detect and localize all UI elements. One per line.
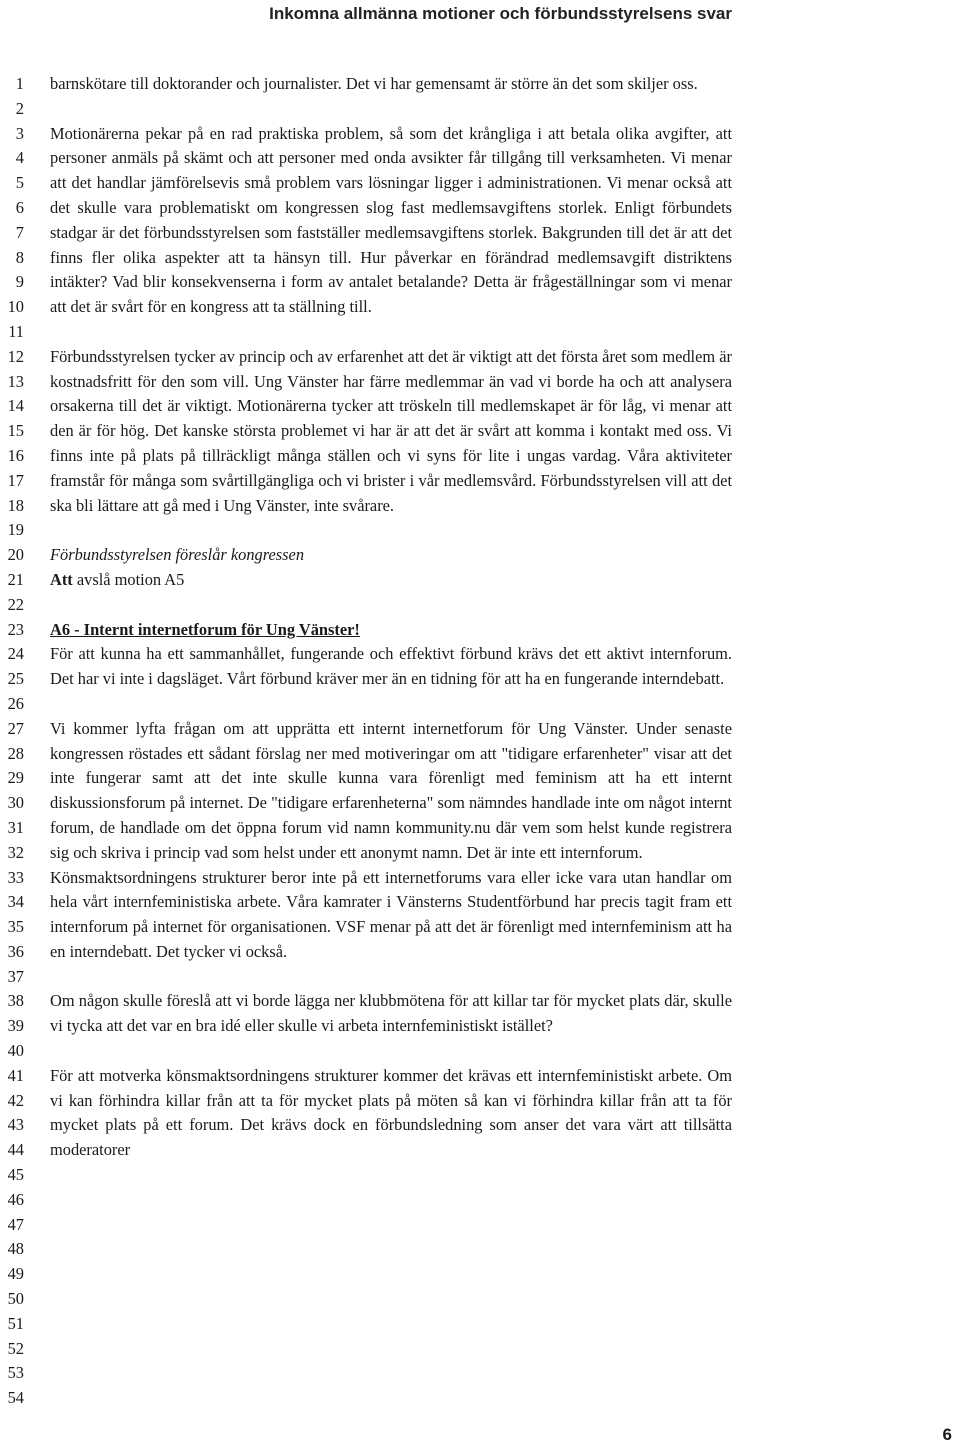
line-number-gutter — [0, 72, 24, 1411]
line-number: 39 — [7, 1016, 24, 1036]
line-number: 22 — [7, 594, 24, 614]
line-number: 36 — [7, 941, 24, 961]
line-number: 17 — [7, 470, 24, 490]
proposal-line — [50, 568, 732, 593]
line-number: 37 — [7, 966, 24, 986]
line-number: 16 — [7, 445, 24, 465]
line-number: 26 — [7, 693, 24, 713]
paragraph: Förbundsstyrelsen tycker av princip och av erfarenhet att det är viktigt att det första året som medlem är kostnadsfritt för den som vill. Ung Vänster har färre medlemmar än vad vi borde ha och att analysera orsakerna till det är viktigt. Motionärerna tycker att tröskeln till medlemskapet är för låg, vi menar att den är för hög. Det kanske största problemet vi har är att det är svårt att komma i kontakt med oss. Vi finns inte på plats på tillräckligt många ställen och vi syns för lite i ungas vardag. Våra aktiviteter framstår för många som svårtillgängliga och vi brister i vår medlemsvård. Förbundsstyrelsen vill att det ska bli lättare att gå med i Ung Vänster, inte svårare. — [50, 346, 732, 515]
line-number: 28 — [7, 743, 24, 763]
line-number: 13 — [7, 371, 24, 391]
paragraph: Motionärerna pekar på en rad praktiska problem, så som det krångliga i att betala olika avgifter, att personer anmäls på skämt och att personer med onda avsikter får tillgång till verksamheten. Vi menar att det handlar jämförelsevis små problem vars lösningar ligger i administrationen. Vi menar också att det skulle vara problematiskt om kongressen slog fast medlemsavgiftens storlek. Enligt förbundets stadgar är det förbundsstyrelsen som fastställer medlemsavgiftens storlek. Bakgrunden till det är att det finns fler olika aspekter att ta hänsyn till. Hur påverkar en förändrad medlemsavgift distriktens intäkter? Vad blir konsekvenserna i form av antalet betalande? Detta är frågeställningar som vi menar att det är svårt för en kongress att ta ställning till. — [50, 123, 732, 317]
spacer — [50, 1039, 732, 1064]
line-number: 27 — [7, 718, 24, 738]
line-number: 54 — [7, 1388, 24, 1408]
line-number: 34 — [7, 892, 24, 912]
line-number: 11 — [8, 321, 24, 341]
line-number: 9 — [15, 272, 24, 292]
line-number: 18 — [7, 495, 24, 515]
paragraph: För att motverka könsmaktsordningens strukturer kommer det krävas ett internfeministiskt arbete. Om vi kan förhindra killar från att ta för mycket plats på möten så kan vi förhindra killar från att ta för mycket plats på ett forum. Det krävs dock en förbundsledning som anser det vara värt att tillsätta moderatorer — [50, 1065, 732, 1160]
paragraph: Vi kommer lyfta frågan om att upprätta ett internt internetforum för Ung Vänster. Under senaste kongressen röstades ett sådant förslag ner med motiveringar om att "tidigare erfarenheter" visar att det inte fungerar samt att det inte skulle kunna vara förenligt med feminism att ha ett internt diskussionsforum på internet. De "tidigare erfarenheterna" som nämndes handlade inte om något internt forum, de handlade om det öppna forum vid namn kommunity.nu där vem som helst kunde registrera sig och skriva i princip vad som helst under ett anonymt namn. Det är inte ett internforum. — [50, 718, 732, 862]
line-number: 2 — [15, 98, 24, 118]
line-number: 50 — [7, 1289, 24, 1309]
spacer — [50, 518, 732, 543]
line-number: 52 — [7, 1338, 24, 1358]
line-number: 41 — [7, 1065, 24, 1085]
line-number: 14 — [7, 396, 24, 416]
line-number: 29 — [7, 768, 24, 788]
page-number: 6 — [942, 1425, 952, 1444]
paragraph: Könsmaktsordningens strukturer beror inte på ett internetforums vara eller icke vara utan handlar om hela vårt internfeministiska arbete. Våra kamrater i Vänsterns Studentförbund har precis tagit fram ett internforum på internet för organisationen. VSF menar på att det är förenligt med internfeminism att ha en interndebatt. Det tycker vi också. — [50, 867, 732, 961]
line-number: 44 — [7, 1140, 24, 1160]
line-number: 25 — [7, 669, 24, 689]
line-number: 47 — [7, 1214, 24, 1234]
spacer — [50, 593, 732, 618]
line-number: 15 — [7, 421, 24, 441]
paragraph: barnskötare till doktorander och journalister. Det vi har gemensamt är större än det som skiljer oss. — [50, 74, 698, 93]
line-number: 3 — [15, 123, 24, 143]
line-number: 42 — [7, 1090, 24, 1110]
line-number: 6 — [15, 197, 24, 217]
line-number: 31 — [7, 817, 24, 837]
motion-title: A6 - Internt internetforum för Ung Vänster! — [50, 619, 360, 639]
line-number: 20 — [7, 545, 24, 565]
document-body — [50, 72, 732, 1163]
line-number: 4 — [15, 148, 24, 168]
line-number: 40 — [7, 1041, 24, 1061]
line-number: 10 — [7, 297, 24, 317]
line-number: 51 — [7, 1313, 24, 1333]
spacer — [50, 965, 732, 990]
proposal-heading: Förbundsstyrelsen föreslår kongressen — [50, 545, 305, 565]
line-number: 21 — [7, 569, 24, 589]
line-number: 19 — [7, 520, 24, 540]
line-number: 43 — [7, 1115, 24, 1135]
line-number: 12 — [7, 346, 24, 366]
paragraph: För att kunna ha ett sammanhållet, fungerande och effektivt förbund krävs det ett aktivt internforum. Det har vi inte i dagsläget. Vårt förbund kräver mer än en tidning för att ha en fungerande interndebatt. — [50, 644, 732, 689]
line-number: 38 — [7, 991, 24, 1011]
spacer — [50, 692, 732, 717]
page-header: Inkomna allmänna motioner och förbundsstyrelsens svar — [269, 4, 732, 23]
line-number: 24 — [7, 644, 24, 664]
paragraph: Om någon skulle föreslå att vi borde lägga ner klubbmötena för att killar tar för mycket plats där, skulle vi tycka att det var en bra idé eller skulle vi arbeta internfeministiskt istället? — [50, 991, 732, 1036]
line-number: 53 — [7, 1363, 24, 1383]
line-number: 49 — [7, 1264, 24, 1284]
line-number: 48 — [7, 1239, 24, 1259]
line-number: 45 — [7, 1165, 24, 1185]
line-number: 32 — [7, 842, 24, 862]
line-number: 7 — [15, 222, 24, 242]
line-number: 5 — [15, 173, 24, 193]
line-number: 35 — [7, 917, 24, 937]
line-number: 46 — [7, 1189, 24, 1209]
spacer — [50, 320, 732, 345]
proposal-text: avslå motion A5 — [72, 569, 185, 589]
line-number: 8 — [15, 247, 24, 267]
proposal-att: Att — [50, 569, 73, 589]
line-number: 30 — [7, 793, 24, 813]
line-number: 1 — [15, 74, 24, 93]
spacer — [50, 97, 732, 122]
line-number: 33 — [7, 867, 24, 887]
line-number: 23 — [7, 619, 24, 639]
